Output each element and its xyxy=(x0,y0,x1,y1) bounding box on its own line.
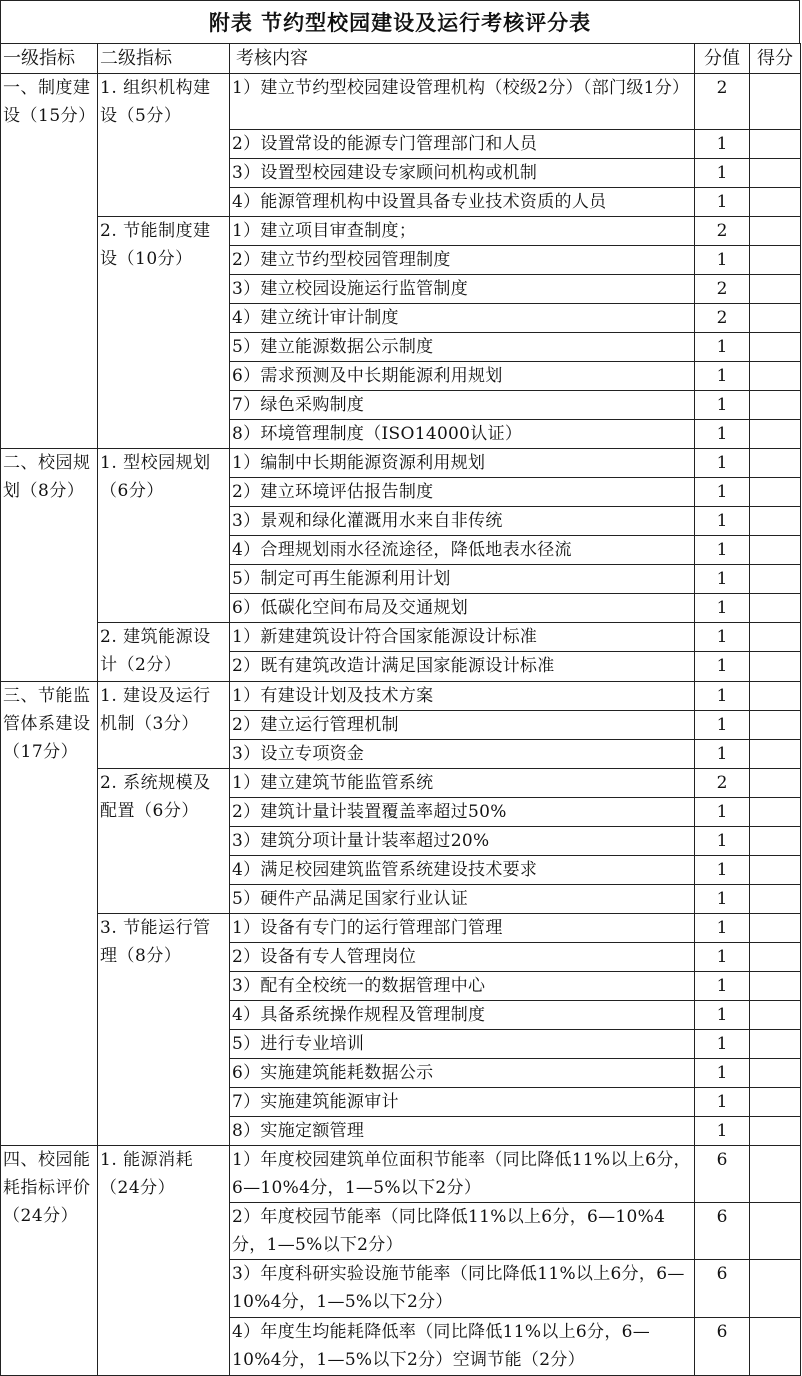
assessment-item: 2）建立环境评估报告制度 xyxy=(230,478,695,507)
level2-indicator: 2. 建筑能源设计（2分） xyxy=(98,623,230,682)
table-row xyxy=(1,682,801,711)
table-row xyxy=(1,769,801,798)
score-value: 1 xyxy=(695,711,750,740)
score-value: 1 xyxy=(695,478,750,507)
result-cell[interactable] xyxy=(750,711,801,740)
level1-indicator: 二、校园规划（8分） xyxy=(1,449,98,682)
result-cell[interactable] xyxy=(750,1203,801,1260)
header-result: 得分 xyxy=(750,44,801,74)
level2-indicator: 2. 节能制度建设（10分） xyxy=(98,217,230,449)
assessment-item: 8）实施定额管理 xyxy=(230,1117,695,1146)
score-value: 1 xyxy=(695,1088,750,1117)
assessment-item: 5）制定可再生能源利用计划 xyxy=(230,565,695,594)
assessment-item: 7）实施建筑能源审计 xyxy=(230,1088,695,1117)
result-cell[interactable] xyxy=(750,972,801,1001)
header-row xyxy=(1,44,801,74)
assessment-item: 2）建立运行管理机制 xyxy=(230,711,695,740)
score-value: 1 xyxy=(695,1001,750,1030)
assessment-item: 1）建立建筑节能监管系统 xyxy=(230,769,695,798)
result-cell[interactable] xyxy=(750,507,801,536)
level1-indicator: 三、节能监管体系建设（17分） xyxy=(1,682,98,1146)
assessment-item: 2）既有建筑改造计满足国家能源设计标准 xyxy=(230,652,695,682)
score-value: 1 xyxy=(695,362,750,391)
score-value: 1 xyxy=(695,740,750,769)
assessment-item: 3）景观和绿化灌溉用水来自非传统 xyxy=(230,507,695,536)
page-title: 附表 节约型校园建设及运行考核评分表 xyxy=(0,0,800,44)
header-level2: 二级指标 xyxy=(98,44,230,74)
assessment-item: 2）年度校园节能率（同比降低11%以上6分，6—10%4分，1—5%以下2分） xyxy=(230,1203,695,1260)
assessment-item: 2）设置常设的能源专门管理部门和人员 xyxy=(230,130,695,159)
assessment-item: 3）设立专项资金 xyxy=(230,740,695,769)
assessment-item: 1）编制中长期能源资源利用规划 xyxy=(230,449,695,478)
score-value: 1 xyxy=(695,856,750,885)
result-cell[interactable] xyxy=(750,362,801,391)
result-cell[interactable] xyxy=(750,536,801,565)
assessment-item: 8）环境管理制度（ISO14000认证） xyxy=(230,420,695,449)
result-cell[interactable] xyxy=(750,1117,801,1146)
score-value: 1 xyxy=(695,159,750,188)
assessment-item: 5）硬件产品满足国家行业认证 xyxy=(230,885,695,914)
result-cell[interactable] xyxy=(750,304,801,333)
result-cell[interactable] xyxy=(750,188,801,217)
result-cell[interactable] xyxy=(750,565,801,594)
score-value: 6 xyxy=(695,1260,750,1318)
assessment-item: 6）低碳化空间布局及交通规划 xyxy=(230,594,695,623)
assessment-item: 6）实施建筑能耗数据公示 xyxy=(230,1059,695,1088)
score-value: 1 xyxy=(695,333,750,362)
result-cell[interactable] xyxy=(750,391,801,420)
result-cell[interactable] xyxy=(750,159,801,188)
header-content: 考核内容 xyxy=(230,44,695,74)
assessment-item: 1）建立节约型校园建设管理机构（校级2分）（部门级1分） xyxy=(230,74,695,130)
result-cell[interactable] xyxy=(750,130,801,159)
level2-indicator: 1. 组织机构建设（5分） xyxy=(98,74,230,217)
score-value: 1 xyxy=(695,536,750,565)
result-cell[interactable] xyxy=(750,1318,801,1376)
assessment-item: 1）建立项目审查制度； xyxy=(230,217,695,246)
score-value: 1 xyxy=(695,130,750,159)
level2-indicator: 2. 系统规模及配置（6分） xyxy=(98,769,230,914)
score-value: 1 xyxy=(695,885,750,914)
table-row xyxy=(1,217,801,246)
score-value: 2 xyxy=(695,275,750,304)
score-value: 6 xyxy=(695,1146,750,1203)
assessment-item: 2）设备有专人管理岗位 xyxy=(230,943,695,972)
score-value: 1 xyxy=(695,972,750,1001)
level2-indicator: 1. 能源消耗（24分） xyxy=(98,1146,230,1376)
result-cell[interactable] xyxy=(750,1059,801,1088)
score-value: 1 xyxy=(695,1030,750,1059)
result-cell[interactable] xyxy=(750,1030,801,1059)
assessment-item: 3）建立校园设施运行监管制度 xyxy=(230,275,695,304)
score-value: 1 xyxy=(695,1117,750,1146)
score-value: 1 xyxy=(695,391,750,420)
assessment-item: 3）设置型校园建设专家顾问机构或机制 xyxy=(230,159,695,188)
result-cell[interactable] xyxy=(750,449,801,478)
score-value: 1 xyxy=(695,420,750,449)
score-value: 1 xyxy=(695,914,750,943)
level1-indicator: 四、校园能耗指标评价（24分） xyxy=(1,1146,98,1376)
result-cell[interactable] xyxy=(750,740,801,769)
score-value: 6 xyxy=(695,1203,750,1260)
table-row xyxy=(1,623,801,652)
result-cell[interactable] xyxy=(750,478,801,507)
assessment-item: 1）有建设计划及技术方案 xyxy=(230,682,695,711)
assessment-item: 3）配有全校统一的数据管理中心 xyxy=(230,972,695,1001)
result-cell[interactable] xyxy=(750,246,801,275)
level2-indicator: 1. 建设及运行机制（3分） xyxy=(98,682,230,769)
header-level1: 一级指标 xyxy=(1,44,98,74)
result-cell[interactable] xyxy=(750,682,801,711)
result-cell[interactable] xyxy=(750,885,801,914)
assessment-item: 4）能源管理机构中设置具备专业技术资质的人员 xyxy=(230,188,695,217)
assessment-item: 1）新建建筑设计符合国家能源设计标准 xyxy=(230,623,695,652)
assessment-item: 4）满足校园建筑监管系统建设技术要求 xyxy=(230,856,695,885)
table-row xyxy=(1,74,801,130)
assessment-item: 5）建立能源数据公示制度 xyxy=(230,333,695,362)
score-value: 2 xyxy=(695,769,750,798)
table-row xyxy=(1,449,801,478)
result-cell[interactable] xyxy=(750,769,801,798)
assessment-item: 6）需求预测及中长期能源利用规划 xyxy=(230,362,695,391)
assessment-item: 2）建立节约型校园管理制度 xyxy=(230,246,695,275)
score-value: 1 xyxy=(695,682,750,711)
assessment-item: 5）进行专业培训 xyxy=(230,1030,695,1059)
level2-indicator: 1. 型校园规划（6分） xyxy=(98,449,230,623)
result-cell[interactable] xyxy=(750,420,801,449)
level1-indicator: 一、制度建设（15分） xyxy=(1,74,98,449)
assessment-item: 7）绿色采购制度 xyxy=(230,391,695,420)
table-row xyxy=(1,1146,801,1203)
result-cell[interactable] xyxy=(750,594,801,623)
score-value: 6 xyxy=(695,1318,750,1376)
assessment-item: 3）建筑分项计量计装率超过20% xyxy=(230,827,695,856)
score-value: 2 xyxy=(695,74,750,130)
result-cell[interactable] xyxy=(750,798,801,827)
result-cell[interactable] xyxy=(750,914,801,943)
score-value: 1 xyxy=(695,827,750,856)
result-cell[interactable] xyxy=(750,1088,801,1117)
score-value: 1 xyxy=(695,188,750,217)
assessment-item: 3）年度科研实验设施节能率（同比降低11%以上6分，6—10%4分，1—5%以下2分） xyxy=(230,1260,695,1318)
score-value: 1 xyxy=(695,652,750,682)
result-cell[interactable] xyxy=(750,74,801,130)
score-value: 2 xyxy=(695,217,750,246)
assessment-item: 1）年度校园建筑单位面积节能率（同比降低11%以上6分，6—10%4分，1—5%以下2分） xyxy=(230,1146,695,1203)
score-value: 1 xyxy=(695,1059,750,1088)
score-value: 1 xyxy=(695,449,750,478)
score-value: 1 xyxy=(695,798,750,827)
result-cell[interactable] xyxy=(750,943,801,972)
score-value: 1 xyxy=(695,943,750,972)
result-cell[interactable] xyxy=(750,623,801,652)
level2-indicator: 3. 节能运行管理（8分） xyxy=(98,914,230,1146)
assessment-item: 4）具备系统操作规程及管理制度 xyxy=(230,1001,695,1030)
result-cell[interactable] xyxy=(750,217,801,246)
score-value: 1 xyxy=(695,507,750,536)
result-cell[interactable] xyxy=(750,1146,801,1203)
assessment-item: 4）建立统计审计制度 xyxy=(230,304,695,333)
assessment-item: 4）合理规划雨水径流途径，降低地表水径流 xyxy=(230,536,695,565)
table-body xyxy=(1,44,801,1376)
result-cell[interactable] xyxy=(750,827,801,856)
scoring-table xyxy=(0,43,801,1376)
score-value: 1 xyxy=(695,594,750,623)
result-cell[interactable] xyxy=(750,275,801,304)
score-value: 1 xyxy=(695,623,750,652)
result-cell[interactable] xyxy=(750,333,801,362)
header-score: 分值 xyxy=(695,44,750,74)
result-cell[interactable] xyxy=(750,652,801,682)
assessment-item: 2）建筑计量计装置覆盖率超过50% xyxy=(230,798,695,827)
table-row xyxy=(1,914,801,943)
score-value: 2 xyxy=(695,304,750,333)
result-cell[interactable] xyxy=(750,856,801,885)
result-cell[interactable] xyxy=(750,1001,801,1030)
score-value: 1 xyxy=(695,246,750,275)
score-value: 1 xyxy=(695,565,750,594)
assessment-item: 1）设备有专门的运行管理部门管理 xyxy=(230,914,695,943)
result-cell[interactable] xyxy=(750,1260,801,1318)
assessment-item: 4）年度生均能耗降低率（同比降低11%以上6分，6—10%4分，1—5%以下2分）空调节能（2分） xyxy=(230,1318,695,1376)
